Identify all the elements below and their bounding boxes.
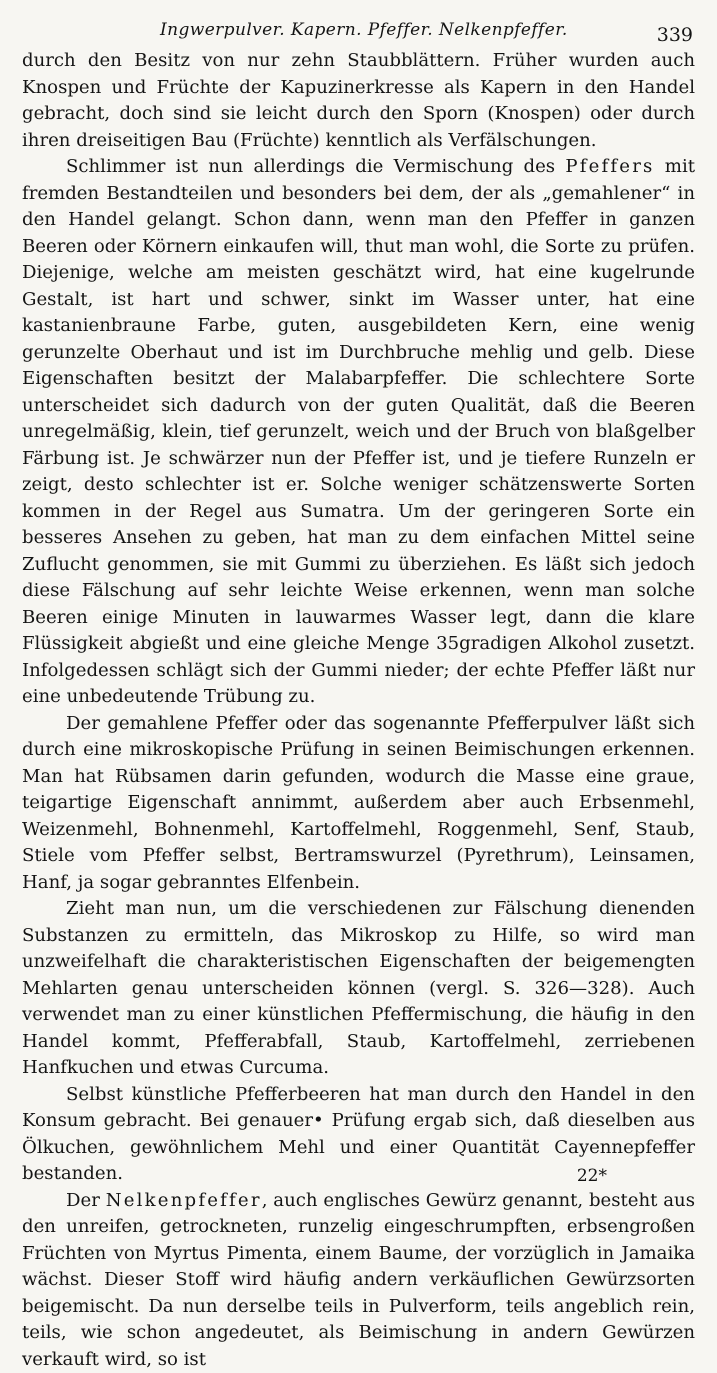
running-head [22, 8, 695, 48]
paragraph-1: durch den Besitz von nur zehn Staubblättern. Früher wurden auch Knospen und Früchte der Kapuzinerkresse als Kapern in den Handel gebracht, doch sind sie leicht durch den Sporn (Knospen) oder durch ihren dreiseitigen Bau (Früchte) kenntlich als Verfälschungen. [22, 48, 695, 154]
paragraph-4: Zieht man nun, um die verschiedenen zur Fälschung dienenden Substanzen zu ermitteln, das Mikroskop zu Hilfe, so wird man unzweifelhaft die charakteristischen Eigenschaften der beigemengten Mehlarten genau unterscheiden können (vergl. S. 326—328). Auch verwendet man zu einer künstlichen Pfeffermischung, die häufig in den Handel kommt, Pfefferabfall, Staub, Kartoffelmehl, zerriebenen Hanfkuchen und etwas Curcuma. [22, 896, 695, 1082]
paragraph-6 [22, 1188, 695, 1373]
term-pfeffer: Pfeffers [565, 156, 654, 177]
paragraph-6-lead: Der [66, 1190, 106, 1211]
paragraph-2-body: mit fremden Bestandteilen und besonders bei dem, der als „gemahlener“ in den Handel gelangt. Schon dann, wenn man den Pfeffer in ganzen Beeren oder Körnern einkaufen will, thut man wohl, die Sorte zu prüfen. Diejenige, welche am meisten geschätzt wird, hat eine kugelrunde Gestalt, ist hart und schwer, sinkt im Wasser unter, hat eine kastanienbraune Farbe, guten, ausgebildeten Kern, eine wenig gerunzelte Oberhaut und ist im Durchbruche mehlig und gelb. Diese Eigenschaften besitzt der Malabarpfeffer. Die schlechtere Sorte unterscheidet sich dadurch von der guten Qualität, daß die Beeren unregelmäßig, klein, tief gerunzelt, weich und der Bruch von blaßgelber Färbung ist. Je schwärzer nun der Pfeffer ist, und je tiefere Runzeln er zeigt, desto schlechter ist er. Solche weniger schätzenswerte Sorten kommen in der Regel aus Sumatra. Um der geringeren Sorte ein besseres Ansehen zu geben, hat man zu dem einfachen Mittel seine Zuflucht genommen, sie mit Gummi zu überziehen. Es läßt sich jedoch diese Fälschung auf sehr leichte Weise erkennen, wenn man solche Beeren einige Minuten in lauwarmes Wasser legt, dann die klare Flüssigkeit abgießt und eine gleiche Menge 35gradigen Alkohol zusetzt. Infolgedessen schlägt sich der Gummi nieder; der echte Pfeffer läßt nur eine unbedeutende Trübung zu. [22, 156, 695, 707]
running-title: Ingwerpulver. Kapern. Pfeffer. Nelkenpfeffer. [160, 20, 568, 40]
signature-mark: 22* [577, 1166, 607, 1186]
paragraph-2 [22, 154, 695, 711]
paragraph-3: Der gemahlene Pfeffer oder das sogenannte Pfefferpulver läßt sich durch eine mikroskopische Prüfung in seinen Beimischungen erkennen. Man hat Rübsamen darin gefunden, wodurch die Masse eine graue, teigartige Eigenschaft annimmt, außerdem aber auch Erbsenmehl, Weizenmehl, Bohnenmehl, Kartoffelmehl, Roggenmehl, Senf, Staub, Stiele vom Pfeffer selbst, Bertramswurzel (Pyrethrum), Leinsamen, Hanf, ja sogar gebranntes Elfenbein. [22, 711, 695, 897]
page-number: 339 [657, 24, 693, 46]
paragraph-5: Selbst künstliche Pfefferbeeren hat man durch den Handel in den Konsum gebracht. Bei genauer• Prüfung ergab sich, daß dieselben aus Ölkuchen, gewöhnlichem Mehl und einer Quantität Cayennepfeffer bestanden. [22, 1082, 695, 1188]
paragraph-6-body: , auch englisches Gewürz genannt, besteht aus den unreifen, getrockneten, runzelig eingeschrumpften, erbsengroßen Früchten von Myrtus Pimenta, einem Baume, der vorzüglich in Jamaika wächst. Dieser Stoff wird häufig andern verkäuflichen Gewürzsorten beigemischt. Da nun derselbe teils in Pulverform, teils angeblich rein, teils, wie schon angedeutet, als Beimischung in andern Gewürzen verkauft wird, so ist [22, 1190, 695, 1370]
paragraph-2-lead: Schlimmer ist nun allerdings die Vermischung des [66, 156, 565, 177]
term-nelkenpfeffer: Nelkenpfeffer [106, 1190, 262, 1211]
